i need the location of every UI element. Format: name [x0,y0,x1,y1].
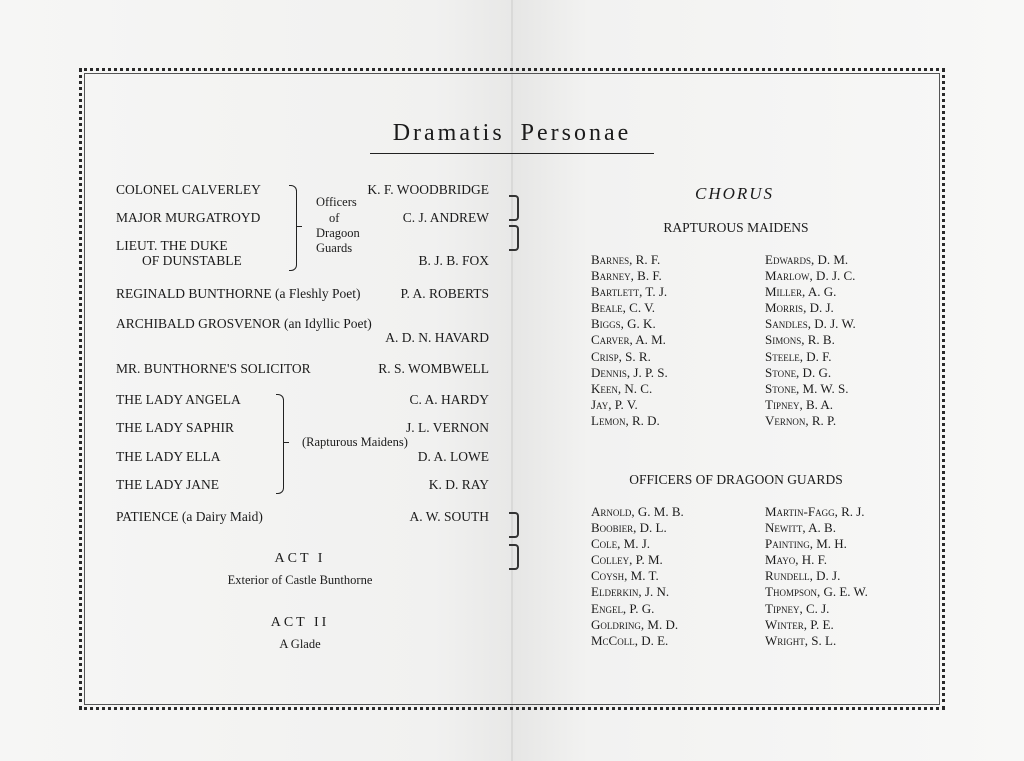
role-bunthorne: REGINALD BUNTHORNE (a Fleshly Poet) [116,286,361,301]
list-item: Newitt, A. B. [765,520,836,536]
actor-grosvenor: A. D. N. HAVARD [385,330,489,345]
list-item: Boobier, D. L. [591,520,667,536]
officers-col-2 [765,504,868,649]
list-item: Biggs, G. K. [591,316,656,332]
staple-top-lower [509,225,519,251]
list-item: Keen, N. C. [591,380,653,396]
officers-label-4: Guards [316,241,353,255]
staple-top-upper [509,195,519,221]
actor-patience: A. W. SOUTH [409,509,489,524]
list-item: Carver, A. M. [591,332,666,348]
page-title [370,120,654,154]
maidens-col-1 [591,252,668,429]
list-item: Goldring, M. D. [591,616,679,632]
list-item: Martin-Fagg, R. J. [765,504,865,519]
actor-duke: B. J. B. FOX [418,253,489,268]
list-item: Colley, P. M. [591,552,663,568]
list-item: Crisp, S. R. [591,348,651,364]
list-item: Lemon, R. D. [591,412,660,428]
actor-angela: C. A. HARDY [409,392,489,407]
role-angela: THE LADY ANGELA [116,392,241,407]
actor-murgatroyd: C. J. ANDREW [402,210,489,225]
maidens-col-2 [765,252,856,429]
officers-brace-tip [296,226,302,227]
list-item: Sandles, D. J. W. [765,316,856,332]
list-item: Engel, P. G. [591,600,655,616]
role-murgatroyd: MAJOR MURGATROYD [116,210,261,225]
list-item: Miller, A. G. [765,284,837,300]
chorus-heading: CHORUS [695,184,775,203]
officers-label-2: of [329,211,340,225]
maidens-heading: RAPTUROUS MAIDENS [663,220,809,235]
role-duke-line1: LIEUT. THE DUKE [116,238,228,253]
actor-jane: K. D. RAY [428,477,489,492]
list-item: Tipney, C. J. [765,600,830,616]
act-2-heading: ACT II [270,615,330,630]
act-1-setting: Exterior of Castle Bunthorne [227,573,373,587]
list-item: Arnold, G. M. B. [591,504,684,519]
officers-label-3: Dragoon [316,226,360,240]
list-item: Steele, D. F. [765,348,832,364]
list-item: McColl, D. E. [591,632,669,648]
actor-calverley: K. F. WOODBRIDGE [367,182,489,197]
list-item: Rundell, D. J. [765,568,841,584]
list-item: Edwards, D. M. [765,252,849,267]
list-item: Mayo, H. F. [765,552,828,568]
list-item: Stone, M. W. S. [765,380,849,396]
list-item: Marlow, D. J. C. [765,268,856,284]
maidens-label: (Rapturous Maidens) [302,435,408,449]
role-saphir: THE LADY SAPHIR [116,420,234,435]
staple-bottom-lower [509,544,519,570]
maidens-brace-tip [283,442,289,443]
act-2-setting: A Glade [279,637,321,651]
role-ella: THE LADY ELLA [116,449,221,464]
list-item: Thompson, G. E. W. [765,584,868,600]
actor-ella: D. A. LOWE [417,449,489,464]
role-patience: PATIENCE (a Dairy Maid) [116,509,263,524]
list-item: Dennis, J. P. S. [591,364,668,380]
role-duke-line2: OF DUNSTABLE [142,253,242,268]
staple-bottom-upper [509,512,519,538]
maidens-brace [276,394,284,494]
actor-solicitor: R. S. WOMBWELL [378,361,489,376]
list-item: Tipney, B. A. [765,396,834,412]
list-item: Wright, S. L. [765,632,837,648]
list-item: Beale, C. V. [591,300,656,316]
list-item: Winter, P. E. [765,616,834,632]
list-item: Cole, M. J. [591,536,651,552]
title-word-2: Personae [520,120,632,146]
list-item: Coysh, M. T. [591,568,659,584]
list-item: Barnes, R. F. [591,252,661,267]
title-word-1: Dramatis [392,120,505,146]
actor-bunthorne: P. A. ROBERTS [400,286,489,301]
officers-label-1: Officers [316,195,357,209]
role-calverley: COLONEL CALVERLEY [116,182,261,197]
list-item: Vernon, R. P. [765,412,837,428]
list-item: Morris, D. J. [765,300,834,316]
act-1-heading: ACT I [274,551,326,566]
role-solicitor: MR. BUNTHORNE'S SOLICITOR [116,361,311,376]
officers-heading: OFFICERS OF DRAGOON GUARDS [629,472,843,487]
list-item: Barney, B. F. [591,268,662,284]
list-item: Elderkin, J. N. [591,584,670,600]
list-item: Simons, R. B. [765,332,835,348]
list-item: Bartlett, T. J. [591,284,668,300]
role-jane: THE LADY JANE [116,477,219,492]
actor-saphir: J. L. VERNON [405,420,489,435]
list-item: Jay, P. V. [591,396,638,412]
role-grosvenor: ARCHIBALD GROSVENOR (an Idyllic Poet) [116,316,372,331]
officers-brace [289,185,297,271]
list-item: Stone, D. G. [765,364,832,380]
list-item: Painting, M. H. [765,536,847,552]
officers-col-1 [591,504,684,649]
